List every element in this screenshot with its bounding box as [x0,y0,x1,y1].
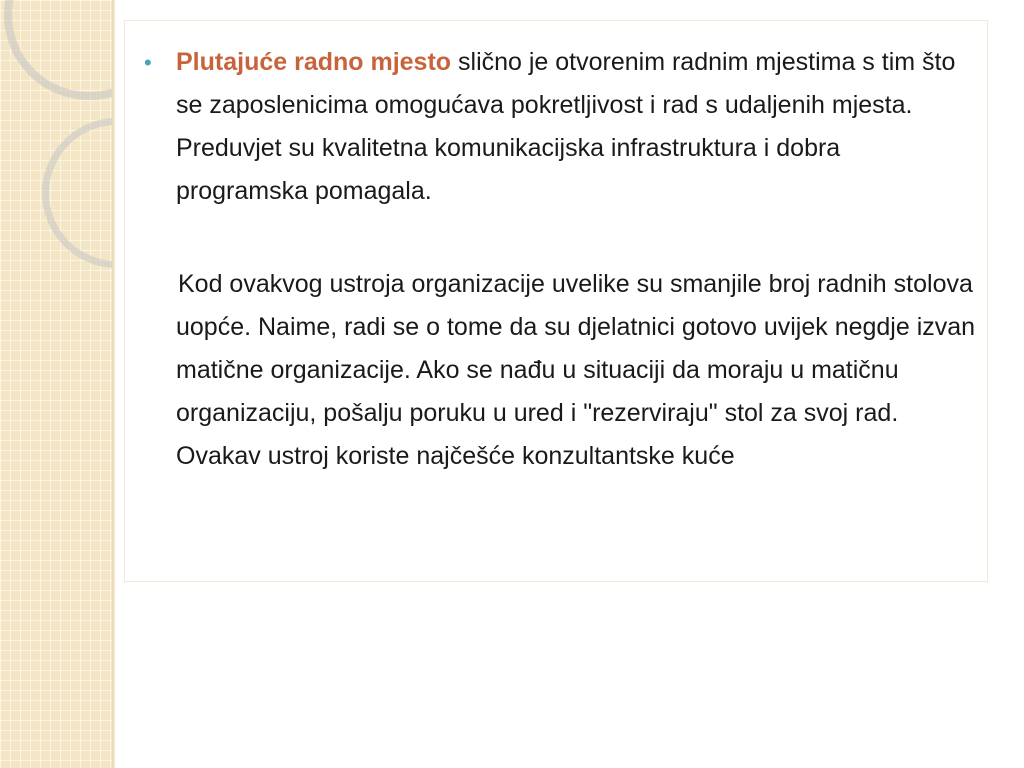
side-strip-border [112,0,115,768]
decorative-side-strip [0,0,112,768]
paragraph-2 [176,263,976,478]
highlighted-term: Plutajuće radno mjesto [176,48,452,76]
bullet-icon: • [144,50,152,75]
paragraph-2-text: Kod ovakvog ustroja organizacije uvelike su smanjile broj radnih stolova uopće. Naime, radi se o tome da su djelatnici gotovo uvijek negdje izvan matične organizacije. Ako se nađu u situaciji da moraju u matičnu organizaciju, pošalju poruku u ured i "rezerviraju" stol za svoj rad. Ovakav ustroj koriste najčešće konzultantske kuće [176,270,976,470]
decorative-ring-middle [42,118,112,268]
paragraph-1-text: slično je otvorenim radnim mjestima s tim što se zaposlenicima omogućava pokretljivost i rad s udaljenih mjesta. Preduvjet su kvalitetna komunikacijska infrastruktura i dobra programska pomagala. [176,48,956,205]
paragraph-1 [176,41,976,213]
decorative-ring-top [4,0,112,100]
